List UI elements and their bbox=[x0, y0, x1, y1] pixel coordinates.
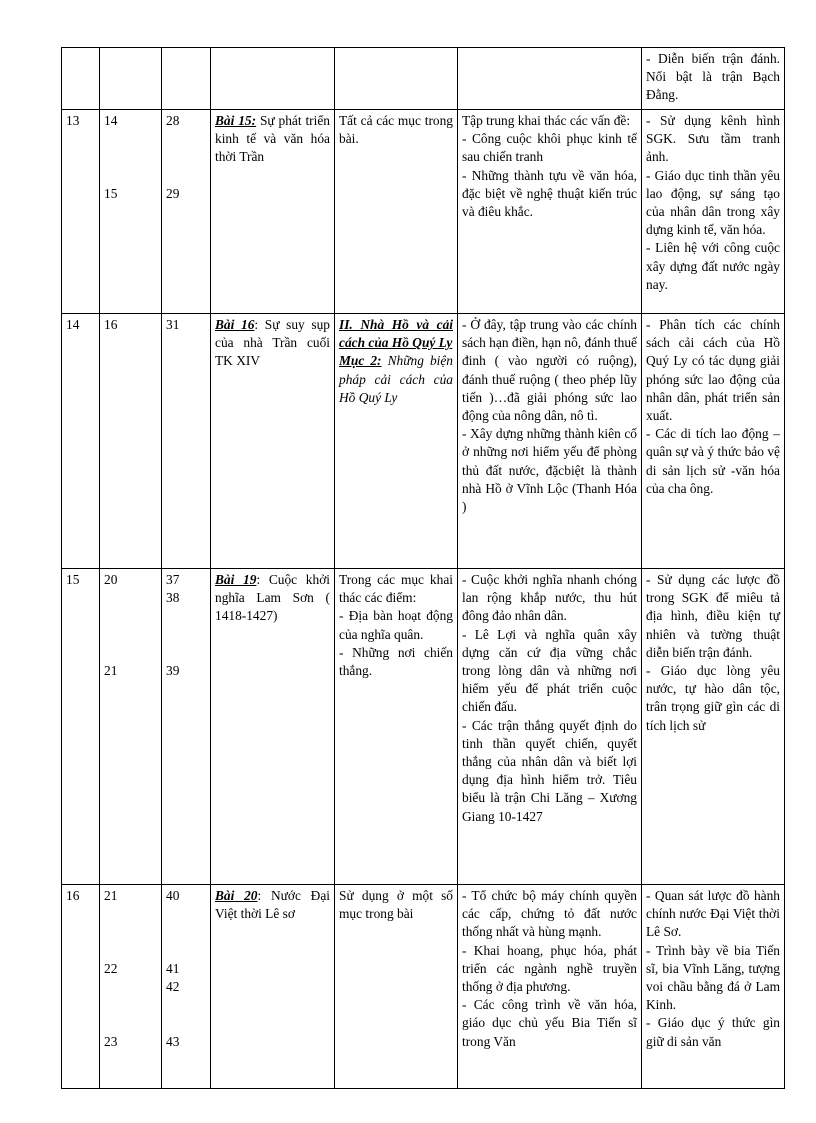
content-line: - Những nơi chiến thắng. bbox=[339, 644, 453, 679]
period-number: 37 bbox=[166, 572, 180, 587]
week-number: 21 bbox=[104, 662, 118, 678]
lesson-label: Bài 20 bbox=[215, 888, 258, 903]
cell-lesson bbox=[211, 569, 335, 885]
cell-focus bbox=[458, 48, 642, 110]
week-number: 22 bbox=[104, 960, 118, 976]
section-sub: Mục 2: bbox=[339, 353, 382, 369]
cell-focus bbox=[458, 885, 642, 1089]
cell-order: 16 bbox=[62, 885, 100, 1089]
cell-method bbox=[642, 314, 785, 569]
focus-line: - Xây dựng những thành kiên cố ở những nơi hiểm yếu để phòng thủ đất nước, đặcbiệt là thành nhà Hồ ở Vĩnh Lộc (Thanh Hóa ) bbox=[462, 426, 637, 515]
cell-week bbox=[100, 48, 162, 110]
method-line: - Phân tích các chính sách cải cách của Hồ Quý Ly có tác dụng giải phóng sức lao động của nhân dân, phát triển sản xuất. bbox=[646, 317, 780, 424]
cell-period bbox=[162, 885, 211, 1089]
cell-period bbox=[162, 569, 211, 885]
content-line: - Địa bàn hoạt động của nghĩa quân. bbox=[339, 608, 453, 642]
method-line: - Giáo dục tinh thần yêu lao động, sự sáng tạo của nhân dân trong xây dựng kinh tế, văn hóa. bbox=[646, 167, 780, 238]
cell-period: 31 bbox=[162, 314, 211, 569]
cell-method bbox=[642, 48, 785, 110]
lesson-title: : Cuộc khởi nghĩa Lam Sơn ( 1418-1427) bbox=[215, 572, 330, 624]
week-number: 21 bbox=[104, 888, 118, 903]
content-line: Trong các mục khai thác các điểm: bbox=[339, 572, 453, 606]
table-row bbox=[62, 110, 785, 314]
cell-method bbox=[642, 569, 785, 885]
cell-order: 15 bbox=[62, 569, 100, 885]
focus-line: - Các trận thắng quyết định do tinh thần quyết chiến, quyết thắng của nhân dân và biết lợi dụng địa hình hiểm trở. Tiêu biểu là trận Chi Lăng – Xương Giang 10-1427 bbox=[462, 717, 637, 824]
method-line: - Các di tích lao động –quân sự và ý thức bảo vệ di sản lịch sử -văn hóa của cha ông. bbox=[646, 426, 780, 496]
period-number: 40 bbox=[166, 888, 180, 903]
period-number: 28 bbox=[166, 113, 180, 128]
method-line: - Sử dụng kênh hình SGK. Sưu tầm tranh ảnh. bbox=[646, 113, 780, 165]
period-number: 38 bbox=[166, 590, 180, 606]
period-number: 29 bbox=[166, 185, 180, 201]
table-row bbox=[62, 569, 785, 885]
cell-content bbox=[335, 48, 458, 110]
cell-focus bbox=[458, 569, 642, 885]
cell-lesson bbox=[211, 110, 335, 314]
week-number: 15 bbox=[104, 185, 118, 201]
section-title: II. Nhà Hồ và cải cách của Hồ Quý Ly bbox=[339, 317, 453, 351]
focus-line: - Ở đây, tập trung vào các chính sách hạn điền, hạn nô, đánh thuế đinh ( vào người có ruộng), đánh thuế ruộng ( theo phép lũy tiến )…đã giải phóng sức lao động của nông dân, nô tì. bbox=[462, 317, 637, 424]
cell-lesson bbox=[211, 48, 335, 110]
week-number: 23 bbox=[104, 1033, 118, 1049]
week-number: 20 bbox=[104, 572, 118, 587]
method-line: - Sử dụng các lược đồ trong SGK để miêu tả địa hình, điều kiện tự nhiên và tường thuật diễn biến trận đánh. bbox=[646, 572, 780, 660]
focus-line: - Cuộc khởi nghĩa nhanh chóng lan rộng khắp nước, thu hút đông đảo nhân dân. bbox=[462, 572, 637, 624]
table-row bbox=[62, 885, 785, 1089]
lesson-title: : Nước Đại Việt thời Lê sơ bbox=[215, 888, 331, 922]
cell-content bbox=[335, 314, 458, 569]
focus-line: - Công cuộc khôi phục kinh tế sau chiến tranh bbox=[462, 131, 637, 165]
table-row bbox=[62, 48, 785, 110]
cell-focus bbox=[458, 110, 642, 314]
cell-order: 13 bbox=[62, 110, 100, 314]
cell-focus bbox=[458, 314, 642, 569]
cell-period bbox=[162, 48, 211, 110]
lesson-label: Bài 15: bbox=[215, 113, 257, 128]
cell-content: Tất cả các mục trong bài. bbox=[335, 110, 458, 314]
method-line: - Trình bày về bia Tiến sĩ, bia Vĩnh Lăng, tượng voi chầu bằng đá ở Lam Kinh. bbox=[646, 942, 780, 1013]
cell-week: 16 bbox=[100, 314, 162, 569]
cell-week bbox=[100, 885, 162, 1089]
cell-content: Sử dụng ở một số mục trong bài bbox=[335, 885, 458, 1089]
cell-lesson bbox=[211, 885, 335, 1089]
cell-content bbox=[335, 569, 458, 885]
cell-method bbox=[642, 885, 785, 1089]
section-desc: Những biện pháp cải cách của Hồ Quý Ly bbox=[339, 353, 453, 405]
method-line: - Giáo dục lòng yêu nước, tự hào dân tộc, trân trọng giữ gìn các di tích lịch sử bbox=[646, 663, 780, 733]
cell-period bbox=[162, 110, 211, 314]
lesson-label: Bài 16 bbox=[215, 317, 255, 332]
focus-line: - Lê Lợi và nghĩa quân xây dựng căn cứ địa vững chắc trong lòng dân và những nơi hiểm yếu để phát triển cuộc chiến đấu. bbox=[462, 626, 637, 715]
lesson-title: : Sự suy sụp của nhà Trần cuối TK XIV bbox=[215, 317, 331, 369]
cell-week bbox=[100, 569, 162, 885]
cell-method bbox=[642, 110, 785, 314]
cell-week bbox=[100, 110, 162, 314]
method-line: - Giáo dục ý thức gìn giữ di sản văn bbox=[646, 1015, 780, 1049]
cell-order bbox=[62, 48, 100, 110]
lesson-label: Bài 19 bbox=[215, 572, 257, 587]
cell-lesson bbox=[211, 314, 335, 569]
lesson-plan-table bbox=[61, 47, 785, 1089]
focus-line: - Khai hoang, phục hóa, phát triển các ngành nghề truyền thống ở địa phương. bbox=[462, 942, 637, 995]
period-number: 42 bbox=[166, 978, 180, 994]
method-line: - Liên hệ với công cuộc xây dựng đất nước ngày nay. bbox=[646, 240, 780, 292]
period-number: 41 bbox=[166, 960, 180, 976]
cell-order: 14 bbox=[62, 314, 100, 569]
period-number: 39 bbox=[166, 662, 180, 678]
focus-line: - Những thành tựu về văn hóa, đặc biệt về nghệ thuật kiến trúc và điêu khắc. bbox=[462, 167, 637, 220]
week-number: 14 bbox=[104, 113, 118, 128]
focus-line: - Các công trình về văn hóa, giáo dục chủ yếu Bia Tiến sĩ trong Văn bbox=[462, 997, 637, 1049]
focus-line: Tập trung khai thác các vấn đề: bbox=[462, 113, 631, 128]
method-line: - Diễn biến trận đánh. Nổi bật là trận Bạch Đằng. bbox=[646, 51, 780, 103]
method-line: - Quan sát lược đồ hành chính nước Đại Việt thời Lê Sơ. bbox=[646, 888, 780, 940]
lesson-title: Sự phát triển kinh tế và văn hóa thời Trần bbox=[215, 113, 331, 165]
table-row bbox=[62, 314, 785, 569]
focus-line: - Tổ chức bộ máy chính quyền các cấp, chứng tỏ đất nước thống nhất và hùng mạnh. bbox=[462, 888, 637, 940]
period-number: 43 bbox=[166, 1033, 180, 1049]
